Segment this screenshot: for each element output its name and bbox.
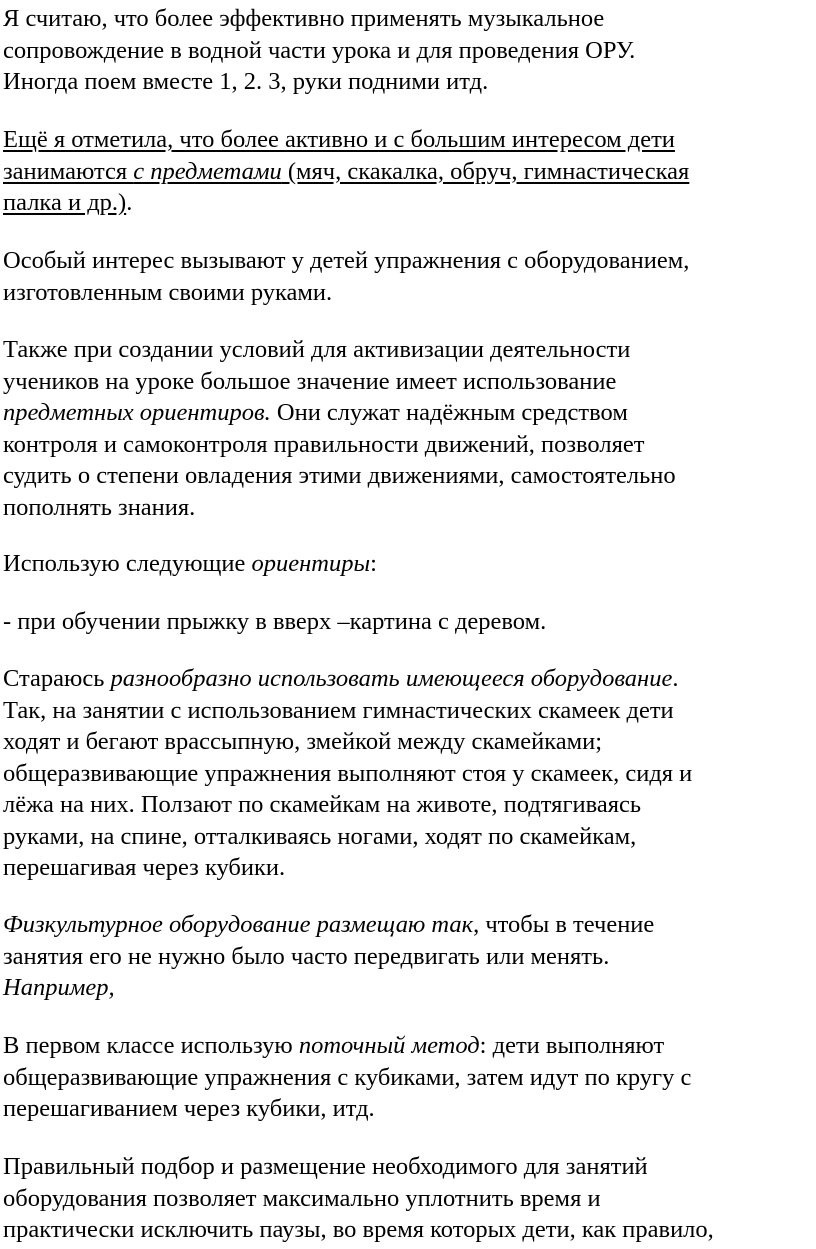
paragraph-equipment-placement [3, 909, 654, 1004]
text-line: общеразвивающие упражнения с кубиками, затем идут по кругу с [3, 1063, 692, 1091]
paragraph-handmade-equipment [3, 245, 689, 308]
text-line: перешагиванием через кубики, итд. [3, 1095, 375, 1122]
plain-text: Они служат надёжным средством [270, 399, 628, 426]
text-line: - при обучении прыжку в вверх –картина с деревом. [3, 608, 547, 635]
text-line: Также при создании условий для активизации деятельности [3, 336, 631, 363]
text-line: Особый интерес вызывают у детей упражнения с оборудованием, [3, 247, 690, 274]
plain-text: , чтобы в течение [473, 911, 655, 938]
plain-text: Стараюсь [3, 665, 111, 692]
text-line: лёжа на них. Ползают по скамейкам на животе, подтягиваясь [3, 791, 642, 818]
paragraph-use-landmarks [3, 548, 377, 580]
text-line: учеников на уроке большое значение имеет использование [3, 367, 617, 395]
paragraph-equipment-selection [3, 1151, 714, 1246]
text-line [3, 156, 689, 188]
text-line: Так, на занятии с использованием гимнастических скамеек дети [3, 696, 674, 724]
plain-text: . [126, 189, 133, 216]
italic-underlined-text: с предметами [133, 157, 282, 185]
underlined-text: палка и др.) [3, 189, 127, 216]
italic-text: Например, [3, 974, 115, 1001]
plain-text: : [370, 550, 377, 577]
italic-text: предметных ориентиров. [3, 399, 271, 426]
plain-text: Использую следующие [3, 550, 252, 577]
italic-text: Физкультурное оборудование размещаю так [3, 911, 474, 938]
text-line: контроля и самоконтроля правильности движений, позволяет [3, 430, 645, 458]
text-line: сопровождение в водной части урока и для проведения ОРУ. [3, 36, 636, 64]
text-line [3, 397, 676, 429]
text-line [3, 663, 692, 695]
paragraph-objects-interest [3, 124, 689, 219]
text-line [3, 1030, 691, 1062]
plain-text: В первом классе использую [3, 1032, 299, 1059]
text-line: занятия его не нужно было часто передвигать или менять. [3, 942, 610, 970]
paragraph-landmarks [3, 334, 676, 523]
text-line: судить о степени овладения этими движениями, самостоятельно [3, 462, 676, 489]
text-line: практически исключить паузы, во время которых дети, как правило, [3, 1216, 714, 1243]
text-line [3, 548, 377, 580]
text-line: изготовленным своими руками. [3, 278, 333, 306]
text-line: руками, на спине, отталкиваясь ногами, ходят по скамейкам, [3, 822, 637, 850]
italic-text: разнообразно использовать имеющееся оборудование [110, 665, 673, 692]
paragraph-flow-method [3, 1030, 691, 1125]
underlined-text: занимаются [3, 157, 134, 185]
text-line: Иногда поем вместе 1, 2. 3, руки подними итд. [3, 68, 489, 95]
underlined-text: (мяч, скакалка, обруч, гимнастическая [281, 157, 690, 185]
text-line [3, 909, 654, 941]
text-line [3, 124, 689, 156]
text-line: Правильный подбор и размещение необходимого для занятий [3, 1153, 648, 1180]
italic-text: поточный метод [298, 1032, 480, 1059]
paragraph-jump-example [3, 606, 546, 638]
text-line: пополнять знания. [3, 493, 196, 521]
text-line [3, 972, 654, 1004]
text-line [3, 187, 689, 219]
text-line: перешагивая через кубики. [3, 854, 286, 881]
text-line: общеразвивающие упражнения выполняют стоя у скамеек, сидя и [3, 759, 693, 787]
paragraph-varied-equipment [3, 663, 692, 884]
text-line: Я считаю, что более эффективно применять музыкальное [3, 5, 605, 32]
plain-text: : дети выполняют [479, 1032, 665, 1059]
plain-text: . [672, 665, 679, 692]
underlined-text: Ещё я отметила, что более активно и с большим интересом дети [3, 126, 675, 153]
italic-text: ориентиры [251, 550, 371, 577]
text-line: ходят и бегают врассыпную, змейкой между скамейками; [3, 728, 603, 755]
paragraph-music-accompaniment [3, 3, 635, 98]
text-line: оборудования позволяет максимально уплотнить время и [3, 1184, 601, 1212]
